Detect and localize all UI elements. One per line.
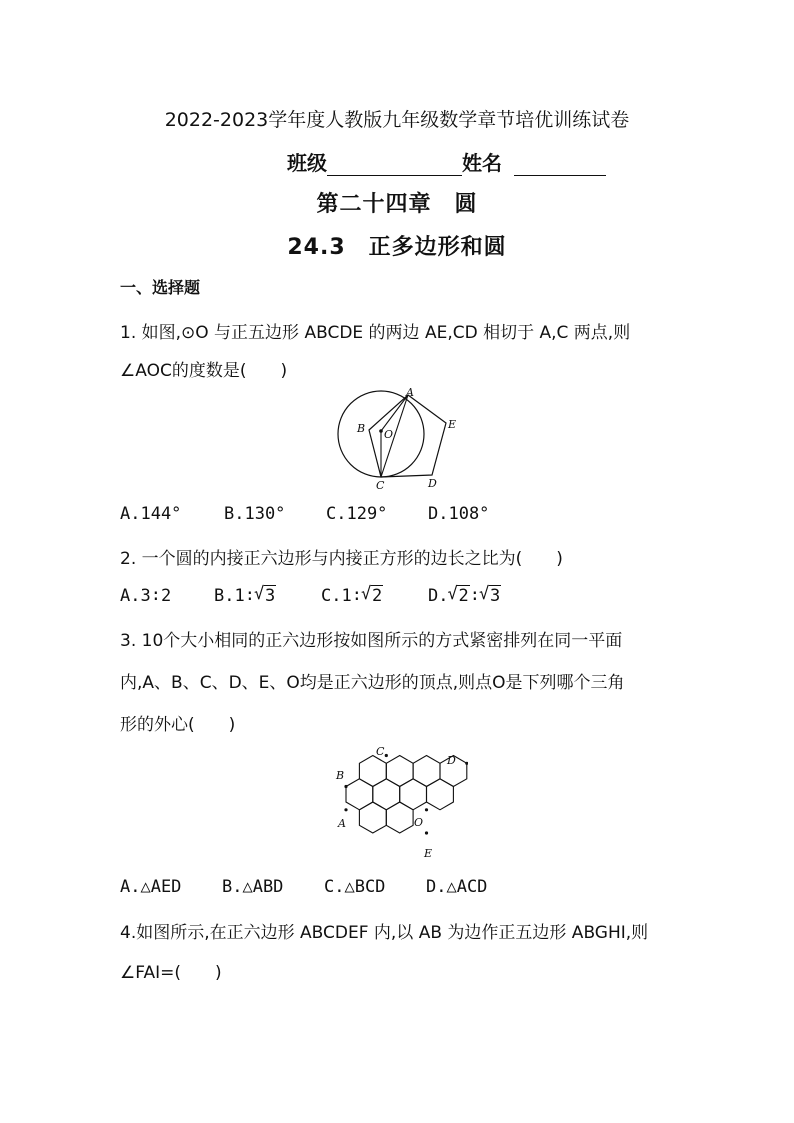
chapter-title: 第二十四章 圆	[316, 192, 478, 217]
question-2-line-1: 2. 一个圆的内接正六边形与内接正方形的边长之比为( )	[120, 549, 563, 569]
class-label: 班级	[287, 151, 327, 175]
question-3-line-1: 3. 10个大小相同的正六边形按如图所示的方式紧密排列在同一平面	[120, 631, 623, 651]
hexagon-7	[400, 779, 427, 810]
name-blank[interactable]	[514, 155, 606, 176]
question-1-line-2: ∠AOC的度数是( )	[120, 361, 288, 381]
q1-option-a[interactable]: A.144°	[120, 504, 182, 524]
fig1-label-a: A	[406, 386, 414, 399]
fig1-label-c: C	[376, 479, 385, 492]
q2-option-a[interactable]: A.3∶2	[120, 586, 172, 606]
q1-option-c[interactable]: C.129°	[326, 504, 388, 524]
q2-option-c-prefix: C.1∶	[321, 586, 362, 606]
q3-option-b[interactable]: B.△ABD	[222, 877, 284, 897]
fig1-label-b: B	[357, 422, 366, 435]
q2-option-d-radicand-1: 2	[458, 586, 469, 606]
vertex-dot-6	[425, 831, 428, 834]
q3-option-d[interactable]: D.△ACD	[426, 877, 488, 897]
center-o-dot	[379, 429, 383, 433]
question-4-line-2: ∠FAI=( )	[120, 963, 222, 983]
name-label: 姓名	[462, 151, 502, 175]
exam-title: 2022-2023学年度人教版九年级数学章节培优训练试卷	[164, 109, 630, 131]
question-3-options	[120, 877, 487, 897]
q2-option-d-radicand-2: 3	[489, 586, 501, 606]
q2-option-c[interactable]	[321, 585, 428, 606]
q2-option-c-radicand: 2	[371, 586, 383, 606]
question-2-options	[120, 585, 501, 606]
fig3-label-d: D	[447, 754, 456, 767]
q2-option-b-sqrt	[255, 585, 276, 606]
hexagon-10	[386, 802, 413, 833]
class-name-row	[287, 147, 606, 176]
q2-option-b-radicand: 3	[264, 586, 276, 606]
hexagon-2	[386, 756, 413, 787]
fig1-label-d: D	[428, 477, 437, 490]
q1-option-b[interactable]: B.130°	[224, 504, 286, 524]
hexagon-6	[373, 779, 400, 810]
q3-option-a[interactable]: A.△AED	[120, 877, 182, 897]
question-3-line-2: 内,A、B、C、D、E、O均是正六边形的顶点,则点O是下列哪个三角	[120, 673, 625, 693]
q2-option-b-prefix: B.1∶	[214, 586, 255, 606]
question-3-figure	[324, 745, 468, 861]
hexagon-3	[413, 756, 440, 787]
question-1-line-1: 1. 如图,⊙O 与正五边形 ABCDE 的两边 AE,CD 相切于 A,C 两点,则	[120, 323, 631, 343]
question-1-options	[120, 504, 489, 524]
section-heading: 一、选择题	[120, 278, 201, 297]
segment-ao	[381, 395, 408, 431]
section-title: 24.3 正多边形和圆	[287, 235, 507, 260]
vertex-dot-1	[385, 754, 388, 757]
hexagon-9	[359, 802, 386, 833]
class-blank[interactable]	[327, 155, 462, 176]
question-4-line-1: 4.如图所示,在正六边形 ABCDEF 内,以 AB 为边作正五边形 ABGHI,则	[120, 923, 649, 943]
q2-option-b[interactable]	[214, 585, 321, 606]
hexagon-5	[346, 779, 373, 810]
fig3-label-e: E	[424, 847, 433, 860]
fig1-label-o: O	[384, 428, 394, 441]
vertex-dot-5	[425, 808, 428, 811]
vertex-dot-4	[344, 808, 347, 811]
q2-option-c-sqrt	[362, 585, 383, 606]
question-1-figure	[335, 386, 465, 492]
fig1-label-e: E	[448, 418, 457, 431]
q2-option-d-sqrt-1	[448, 585, 469, 606]
vertex-dot-3	[344, 785, 347, 788]
q2-option-d-separator: ∶	[469, 586, 480, 606]
q3-option-c[interactable]: C.△BCD	[324, 877, 386, 897]
fig3-label-o: O	[414, 816, 424, 829]
q1-option-d[interactable]: D.108°	[428, 504, 490, 524]
hexagon-8	[427, 779, 454, 810]
q2-option-d[interactable]	[428, 585, 501, 606]
q2-option-d-sqrt-2	[480, 585, 501, 606]
fig3-label-b: B	[336, 769, 345, 782]
fig3-label-a: A	[338, 817, 346, 830]
hexagon-1	[359, 756, 386, 787]
q2-option-d-prefix: D.	[428, 586, 449, 606]
fig3-label-c: C	[376, 745, 385, 758]
question-3-line-3: 形的外心( )	[120, 715, 236, 735]
